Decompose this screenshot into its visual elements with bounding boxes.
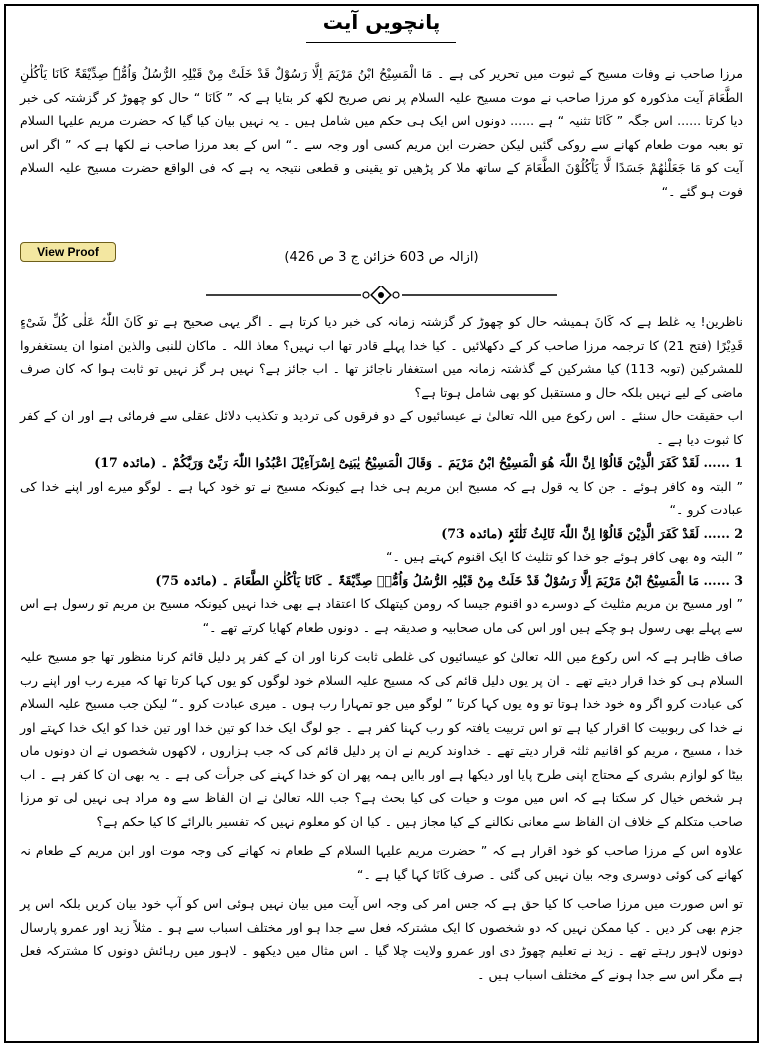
verse-3: 3 ...... مَا الْمَسِیْحُ ابْنُ مَرْیَمَ اِلَّا رَسُوْلٌ قَدْ خَلَتْ مِنْ قَبْلِہِ الرُّسُلُ وَاُمُّہٗ صِدِّیْقَۃٌ ۔ کَانَا یَاْکُلٰنِ الطَّعَامَ ۔ (مائدہ 75) (155, 572, 743, 588)
verse-2-translation: ” البتہ وہ بھی کافر ہوئے جو خدا کو تثلیث کا ایک اقنوم کہتے ہیں ۔“ (385, 549, 743, 564)
intro-block (20, 62, 743, 203)
title-underline (306, 42, 456, 43)
page-title: پانچویں آیت (322, 10, 441, 34)
paragraph-admission: علاوہ اس کے مرزا صاحب کو خود اقرار ہے کہ ” حضرت مریم علیہا السلام کے طعام نہ کھانے کی وجہ موت اور ابن مریم کے طعام نہ کھانے کی کوئی دوسری وجہ بیان نہیں کی گئی ۔ صرف کَانَا کہا گیا ہے ۔“ (20, 843, 743, 882)
verse-1-translation: ” البتہ وہ کافر ہوئے ۔ جن کا یہ قول ہے کہ مسیح ابن مریم ہی خدا ہے کیونکہ مسیح نے تو خود کہا ہے ۔ لوگو میرے اور اپنے خدا کی عبادت کرو ۔“ (20, 478, 743, 517)
ornament-icon (363, 286, 399, 304)
paragraph-reality: اب حقیقت حال سنئے ۔ اس رکوع میں اللہ تعالیٰ نے عیسائیوں کے دو فرقوں کی تردید و تکذیب دلائل عقلی سے فرمائی ہے اور ان کے کفر کا ثبوت دیا ہے ۔ (20, 408, 743, 447)
page-frame (4, 4, 759, 1043)
reference-citation: (ازالہ ص 603 خزائن ج 3 ص 426) (284, 250, 479, 265)
verse-1: 1 ...... لَقَدْ کَفَرَ الَّذِیْنَ قَالُوْٓا اِنَّ اللّٰہَ ھُوَ الْمَسِیْحُ ابْنُ مَرْیَمَ ۔ وَقَالَ الْمَسِیْحُ یٰبَنِیْٓ اِسْرَآءِیْلَ اعْبُدُوا اللّٰہَ رَبِّیْ وَرَبَّکُمْ ۔ (مائدہ 17) (94, 455, 743, 470)
intro-paragraph: مرزا صاحب نے وفات مسیح کے ثبوت میں تحریر کی ہے ۔ مَا الْمَسِیْحُ ابْنُ مَرْیَمَ اِلَّا رَسُوْلٌ قَدْ خَلَتْ مِنْ قَبْلِہِ الرُّسُلُ وَاُمُّہٗ صِدِّیْقَۃٌ کَانَا یَاْکُلٰنِ الطَّعَامَ آیت مذکورہ کو مرزا صاحب نے موت مسیح علیہ السلام پر نص صریح لکھ کر بتایا ہے کہ ” کَانَا “ حال کو چھوڑ کر گزشتہ کی خبر دیا کرتا ...... اس جگہ ” کَانَا تثنیہ “ ہے ...... دونوں اس ایک ہی حکم میں شامل ہیں ۔ یہ نہیں بیان کیا گیا کہ حضرت مریم علیہا السلام تو بعبہ موت طعام کھانے سے روکی گئیں لیکن حضرت ابن مریم کسی اور وجہ سے ۔“ اس کے بعد مرزا صاحب نے لکھا ہے کہ ” اگر اس آیت کو مَا جَعَلْنٰھُمْ جَسَدًا لَّا یَاْکُلُوْنَ الطَّعَامَ کے ساتھ ملا کر پڑھیں تو یقینی و قطعی نتیجہ یہ ہے کہ فی الواقع حضرت مسیح علیہ السلام فوت ہو گئے ۔“ (20, 66, 743, 199)
paragraph-kana-meaning: ناظرین! یہ غلط ہے کہ کَانَ ہمیشہ حال کو چھوڑ کر گزشتہ زمانہ کی خبر دیا کرتا ہے ۔ اگر یہی صحیح ہے تو کَانَ اللّٰہُ عَلٰی کُلِّ شَیْءٍ قَدِیْرًا (فتح 21) کا ترجمہ مرزا صاحب کر کے دکھلائیں ۔ کیا خدا پہلے قادر تھا اب نہیں؟ معاذ اللہ ۔ ماکان للنبی والذین امنوا ان یستغفروا للمشرکین (توبہ 113) کیا مشرکین کے گذشتہ زمانہ میں استغفار ناجائز تھا ۔ اب جائز ہے؟ نہیں ہر گز نہیں تو ثابت ہوا کہ کان صرف ماضی کے لیے نہیں بلکہ حال و مستقبل کو بھی شامل ہوتا ہے؟ (20, 314, 744, 400)
paragraph-conclusion: تو اس صورت میں مرزا صاحب کا کیا حق ہے کہ جس امر کی وجہ اس آیت میں بیان نہیں ہوئی اس کو آپ خود بیان کریں بلکہ اس پر جزم بھی کر دیں ۔ کیا ممکن نہیں کہ دو شخصوں کا ایک مشترکہ فعل سے جدا ہو اور مختلف اسباب سے ہو ۔ مثلاً زید اور عمرو پارسال دونوں لاہور رہتے تھے ۔ زید نے تعلیم چھوڑ دی اور عمرو ولایت چلا گیا ۔ اس مثال میں دیکھو ۔ لاہور میں رہائش دونوں کا مشترکہ فعل ہے مگر اس سے جدا ہونے کے مختلف اسباب ہیں ۔ (20, 896, 743, 982)
paragraph-argument: صاف ظاہر ہے کہ اس رکوع میں اللہ تعالیٰ کو عیسائیوں کی غلطی ثابت کرنا اور ان کے کفر پر دلیل قائم کرنا منظور تھا جو مسیح علیہ السلام ہی کو خدا قرار دیتے تھے ۔ ان پر یوں دلیل قائم کی کہ مسیح علیہ السلام خود لوگوں کو یوں کہا کرتا تھا کہ میرے رب اور اپنے رب کی عبادت کرو اگر وہ خود خدا ہوتا تو وہ یوں کہا کرتا ” لوگو میں جو تمہارا رب ہوں ۔ میری عبادت کرو ۔“ لیکن جب مسیح علیہ السلام نے خدا کی ربوبیت کا اقرار کیا ہے تو اس تربیت یافتہ کو رب کہنا کفر ہے ۔ جو لوگ ایک خدا کو تین خدا اور تین خدا کو ایک خدا کہتے اور خدا ، مسیح ، مریم کو اقانیم ثلثہ قرار دیتے تھے ۔ خداوند کریم نے ان پر دلیل قائم کی کہ جب ہزاروں ، لاکھوں شخصوں نے ان دونوں ماں بیٹا کو لوازم بشری کے محتاج اپنی طرح پایا اور دیکھا ہے اور باایں ہمہ پھر ان کو خدا کہنے کی جرأت کی ہے ۔ یہ بھی ان کا کفر ہے ۔ اب ہر شخص خیال کر سکتا ہے کہ اس میں موت و حیات کی کیا بحث ہے؟ جب اللہ تعالیٰ نے ان الفاظ سے وہ مراد ہی نہیں لی تو مرزا صاحب متکلم کے خلاف ان الفاظ سے معانی نکالنے کے کیا مجاز ہیں ۔ کیا ان کو معلوم نہیں کہ تفسیر بالرائے کا کیا حکم ہے؟ (20, 649, 743, 829)
main-content (20, 310, 743, 986)
verse-3-translation: ” اور مسیح بن مریم مثلیث کے دوسرے دو اقنوم جیسا کہ رومن کیتھلک کا اعتقاد ہے بھی خدا نہیں کیونکہ مسیح بن مریم تو رسول ہے اس سے پہلے بھی رسول ہو چکے ہیں اور اس کی ماں صحابیہ و صدیقہ ہے ۔ دونوں طعام کھایا کرتے تھے ۔“ (20, 596, 743, 635)
verse-2: 2 ...... لَقَدْ کَفَرَ الَّذِیْنَ قَالُوْٓا اِنَّ اللّٰہَ ثَالِثُ ثَلٰثَۃٍ (مائدہ 73) (441, 525, 743, 541)
view-proof-button[interactable]: View Proof (20, 242, 116, 262)
ornament-divider (6, 286, 757, 304)
